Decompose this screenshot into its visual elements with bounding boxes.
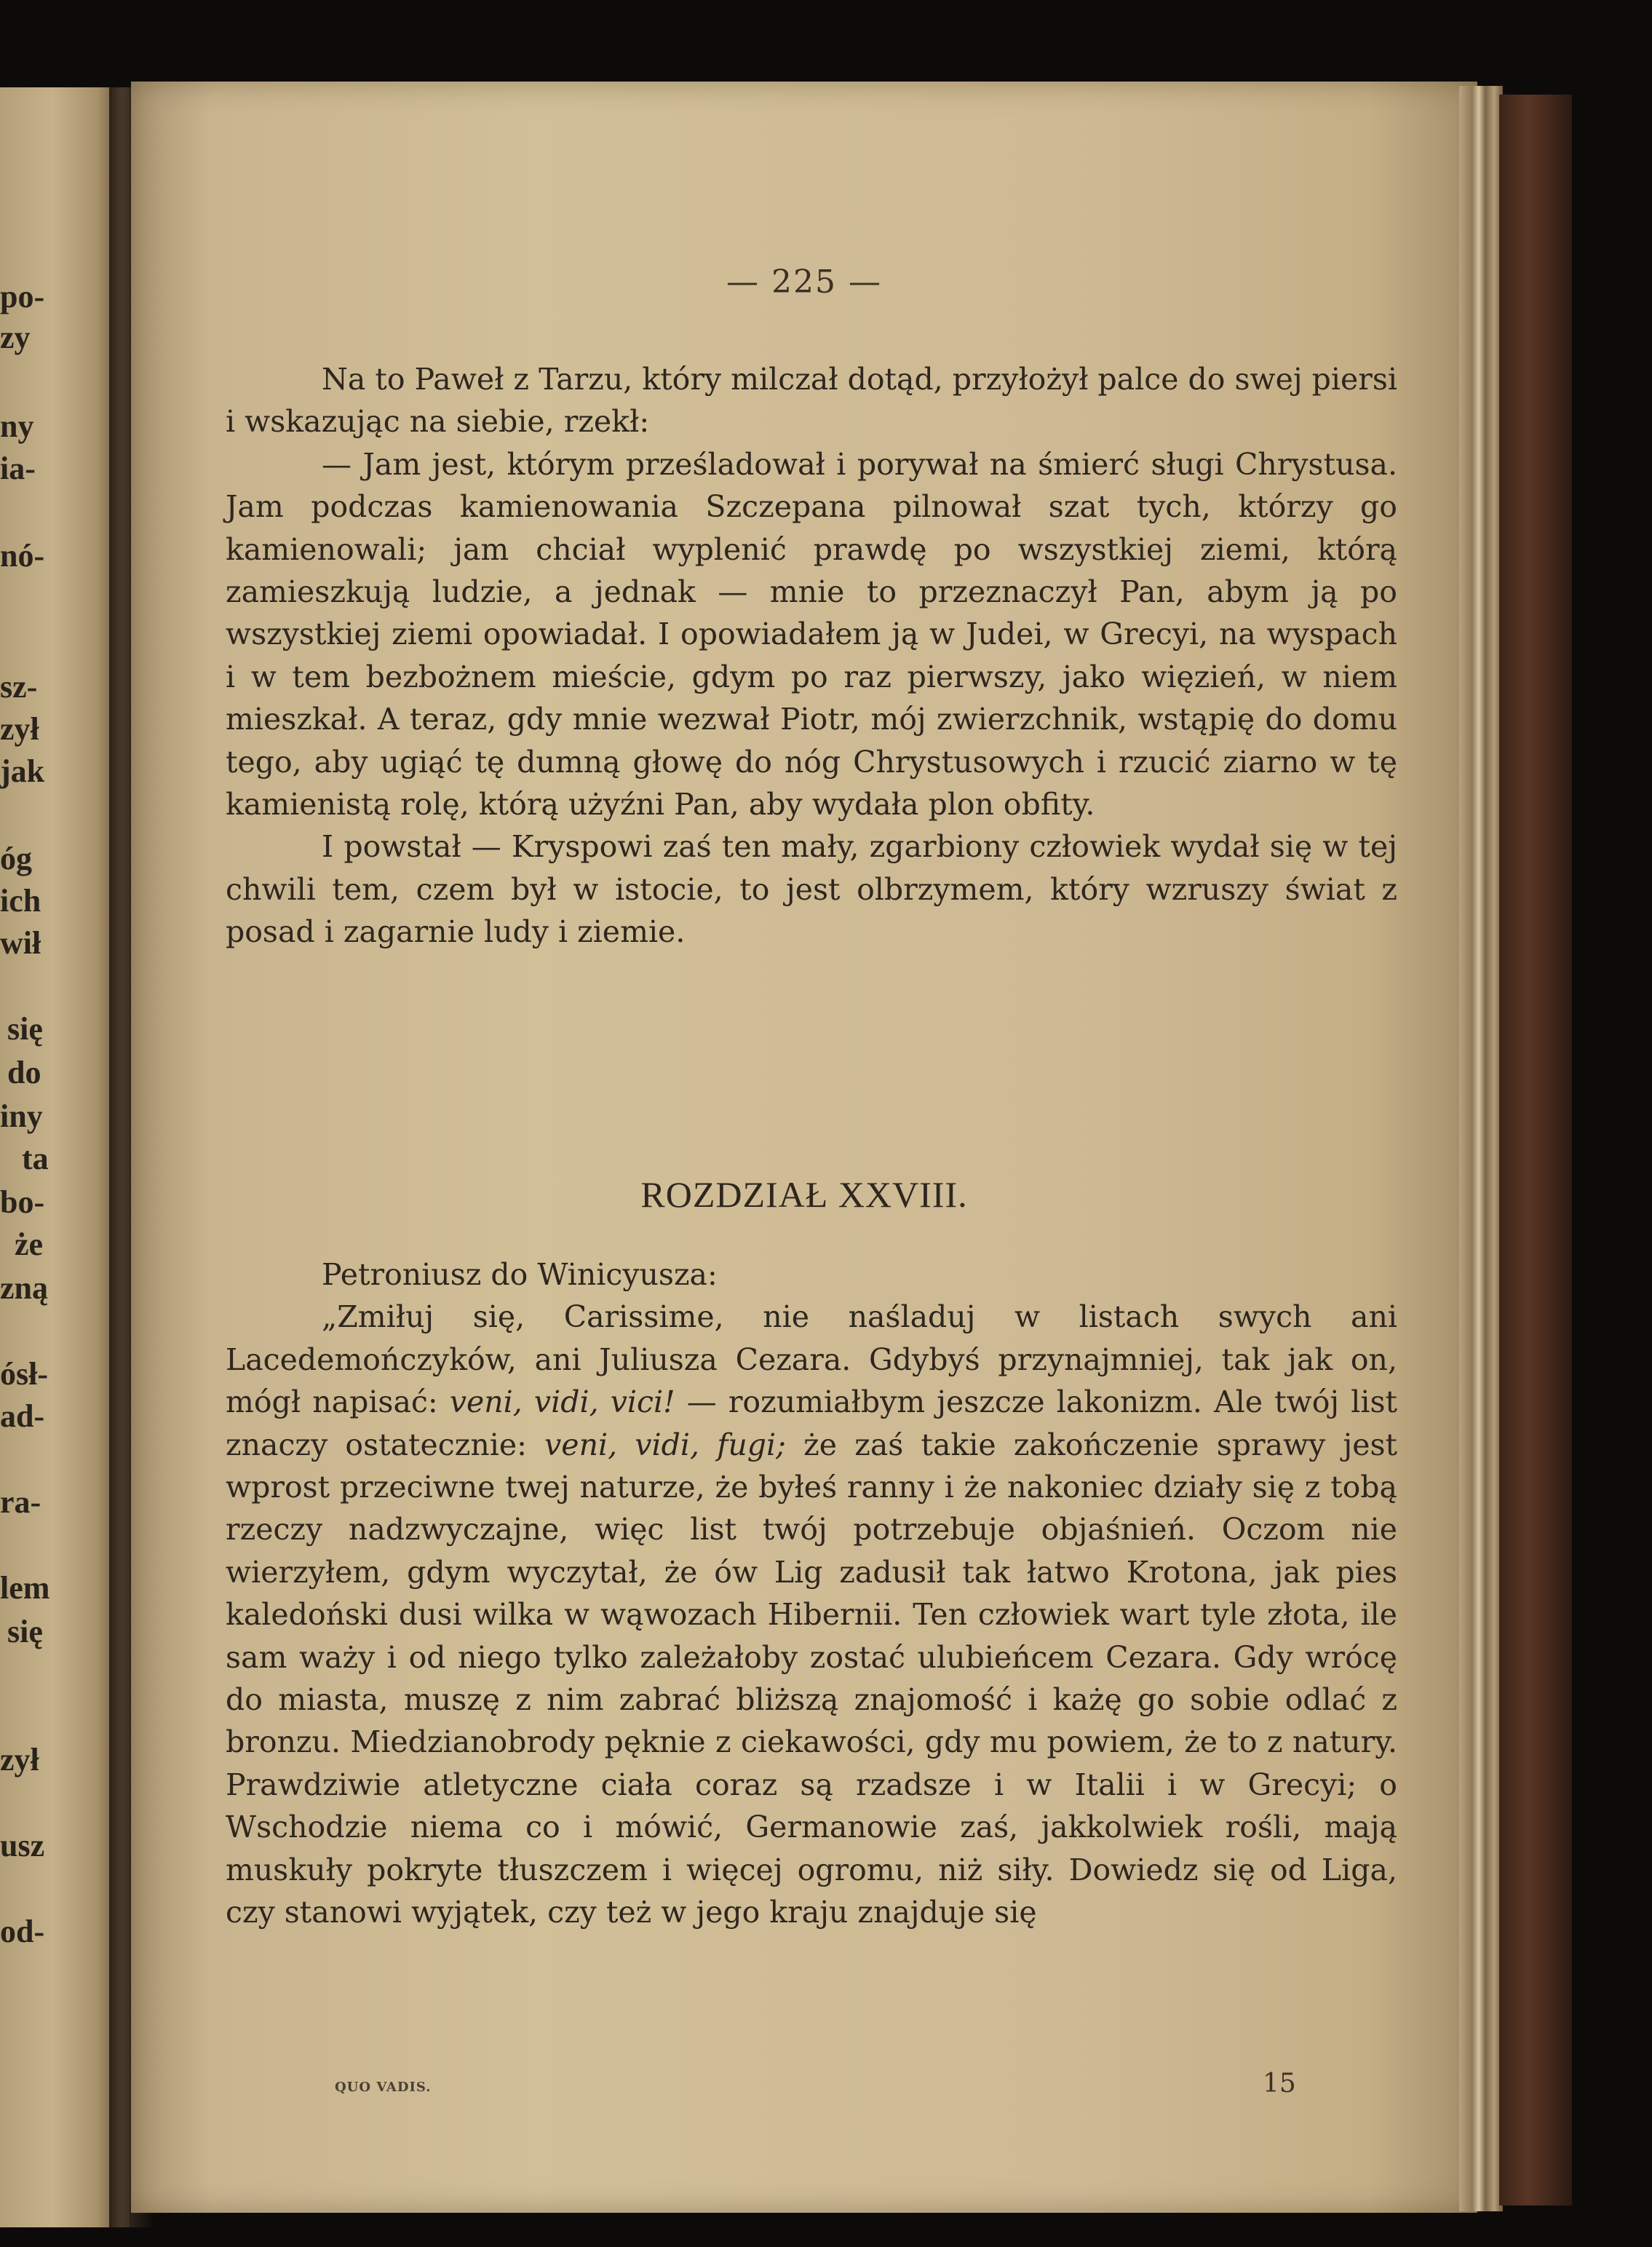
text-block [226,358,1397,954]
previous-page-fragment: ny [0,408,34,444]
previous-page-fragment: ósł- [0,1356,48,1392]
signature-mark: QUO VADIS. [335,2080,432,2095]
previous-page-fragment: ta [22,1141,49,1176]
page-edges [1459,86,1503,2211]
paragraph: I powstał — Kryspowi zaś ten mały, zgarbiony człowiek wydał się w tej chwili tem, czem był w istocie, to jest olbrzymem, który wzruszy świat z posad i zagarnie ludy i ziemie. [226,829,1397,950]
previous-page-fragment: że [15,1226,44,1262]
previous-page-fragment: lem [0,1570,50,1606]
latin-phrase: veni, vidi, fugi; [544,1427,786,1462]
previous-page-fragment: się [7,1011,43,1047]
page-header: — 225 — [726,263,882,301]
book-page [131,82,1477,2213]
previous-page-fragment: sz- [0,669,38,705]
book-cover [1499,95,1572,2206]
previous-page-fragment: óg [0,841,32,876]
previous-page-fragment: ra- [0,1484,41,1520]
letter-block [226,1253,1397,1934]
previous-page-fragment: do [7,1055,41,1090]
previous-page-fragment: zy [0,320,31,355]
latin-phrase: veni, vidi, vici! [449,1384,675,1420]
previous-page-fragment: się [7,1614,43,1649]
previous-page-fragment: ad- [0,1398,45,1434]
previous-page-fragment: bo- [0,1184,45,1220]
previous-page-fragment: zną [0,1270,48,1306]
previous-page-fragment: usz [0,1828,45,1863]
paragraph: — Jam jest, którym prześladował i porywał na śmierć sługi Chrystusa. Jam podczas kamienowania Szczepana pilnował szat tych, którzy go kamienowali; jam chciał wyplenić prawdę po wszystkiej ziemi, którą zamieszkują ludzie, a jednak — mnie to przeznaczył Pan, abym ją po wszystkiej ziemi opowiadał. I opowiadałem ją w Judei, w Grecyi, na wyspach i w tem bezbożnem mieście, gdym po raz pierwszy, jako więzień, w niem mieszkał. A teraz, gdy mnie wezwał Piotr, mój zwierzchnik, wstąpię do domu tego, aby ugiąć tę dumną głowę do nóg Chrystusowych i rzucić ziarno w tę kamienistą rolę, którą użyźni Pan, aby wydała plon obfity. [226,446,1397,823]
paragraph: Na to Paweł z Tarzu, który milczał dotąd, przyłożył palce do swej piersi i wskazując na siebie, rzekł: [226,362,1397,440]
paragraph [226,1296,1397,1933]
previous-page-fragment: ia- [0,451,36,486]
previous-page-fragment: ich [0,883,41,919]
previous-page-fragment: od- [0,1914,45,1949]
chapter-title: ROZDZIAŁ XXVIII. [640,1174,968,1215]
previous-page-fragment: zył [0,711,39,747]
letter-text: — rozumiałbym jeszcze lakonizm. Ale twój list znaczy ostatecznie: [226,1384,1397,1462]
previous-page-fragment: nó- [0,538,45,574]
signature-number: 15 [1263,2069,1296,2099]
previous-page-fragment: po- [0,279,45,314]
previous-page-fragment: zył [0,1742,39,1778]
previous-page-fragment: wił [0,925,41,961]
previous-page-fragment: iny [0,1098,43,1134]
previous-page-fragment: jak [0,753,45,789]
letter-opening: Petroniusz do Winicyusza: [322,1257,718,1292]
letter-text: „Zmiłuj się, Carissime, nie naśladuj w listach swych ani Lacedemończyków, ani Juliusza Cezara. Gdybyś przynajmniej, tak jak on, mógł napisać: [226,1299,1397,1420]
letter-text: że zaś takie zakończenie sprawy jest wprost przeciwne twej naturze, że byłeś ranny i że nakoniec działy się z tobą rzeczy nadzwyczajne, więc list twój potrzebuje objaśnień. Oczom nie wierzyłem, gdym wyczytał, że ów Lig zadusił tak łatwo Krotona, jak pies kaledoński dusi wilka w wąwozach Hibernii. Ten człowiek wart tyle złota, ile sam waży i od niego tylko zależałoby zostać ulubieńcem Cezara. Gdy wrócę do miasta, muszę z nim zabrać bliższą znajomość i każę go sobie odlać z bronzu. Miedzianobrody pęknie z ciekawości, gdy mu powiem, że to z natury. Prawdziwie atletyczne ciała coraz są rzadsze i w Italii i w Grecyi; o Wschodzie niema co i mówić, Germanowie zaś, jakkolwiek rośli, mają muskuły pokryte tłuszczem i więcej ogromu, niż siły. Dowiedz się od Liga, czy stanowi wyjątek, czy też w jego kraju znajduje się [226,1427,1397,1930]
